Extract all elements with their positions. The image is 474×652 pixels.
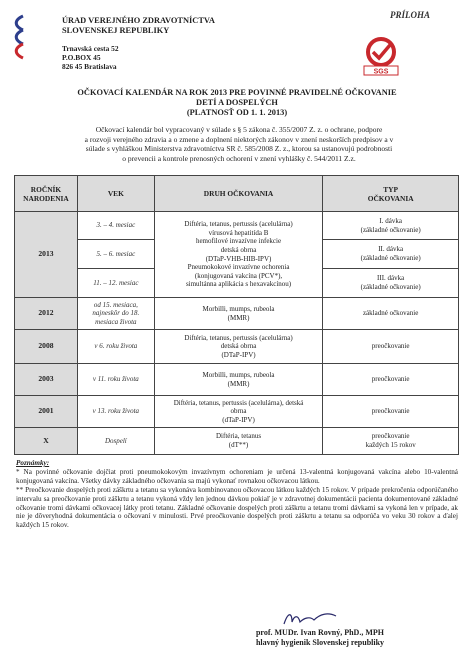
note-1: * Na povinné očkovanie dojčiat proti pneumokokovým invazívnym ochoreniam je určená 13-valentná konjugovaná vakcína alebo 10-valentná konjugovaná vakcína. Všetky dávky základného očkovania sa majú vykonať rovnakou očkovacou látkou. <box>16 467 458 485</box>
handwritten-signature <box>280 608 340 630</box>
institution-line-1: ÚRAD VEREJNÉHO ZDRAVOTNÍCTVA <box>62 16 215 25</box>
age-cell: v 11. roku života <box>77 364 154 396</box>
signatory-name: prof. MUDr. Ivan Rovný, PhD., MPH <box>255 628 384 637</box>
notes-section <box>16 459 458 530</box>
ministry-logo-icon <box>12 14 26 60</box>
age-cell: v 6. roku života <box>77 330 154 364</box>
document-title <box>20 88 454 119</box>
address-line-2: P.O.BOX 45 <box>62 53 101 63</box>
certification-logo-icon <box>358 36 404 76</box>
table-row <box>15 330 459 364</box>
type-cell: základné očkovanie <box>323 298 459 330</box>
type-cell: preočkovanie každých 15 rokov <box>323 428 459 455</box>
year-cell: 2013 <box>15 212 78 298</box>
age-cell: 11. – 12. mesiac <box>77 269 154 298</box>
annex-label: PRÍLOHA <box>389 10 430 20</box>
table-row <box>15 428 459 455</box>
age-cell: 5. – 6. mesiac <box>77 240 154 269</box>
header-vaccination-kind: DRUH OČKOVANIA <box>154 176 323 212</box>
institution-line-2: SLOVENSKEJ REPUBLIKY <box>62 26 170 35</box>
signatory-block <box>200 628 440 648</box>
notes-title: Poznámky: <box>16 459 50 467</box>
age-cell: v 13. roku života <box>77 396 154 428</box>
intro-line-2: a rozvoji verejného zdravia a o zmene a doplnení niektorých zákonov v znení neskorších predpisov a v <box>84 134 394 144</box>
type-cell: preočkovanie <box>323 364 459 396</box>
certification-logo-text: SGS <box>373 68 389 76</box>
title-line-3: (PLATNOSŤ OD 1. 1. 2013) <box>186 108 288 118</box>
header-vaccination-type: TYP OČKOVANIA <box>323 176 459 212</box>
title-line-2: DETÍ A DOSPELÝCH <box>196 98 278 108</box>
signatory-role: hlavný hygienik Slovenskej republiky <box>255 638 385 647</box>
vaccine-cell: Diftéria, tetanus, pertussis (acelulárna), detská obrna (dTaP-IPV) <box>154 396 323 428</box>
title-line-1: OČKOVACÍ KALENDÁR NA ROK 2013 PRE POVINNÉ PRAVIDELNÉ OČKOVANIE <box>77 88 397 97</box>
year-cell: 2012 <box>15 298 78 330</box>
type-cell: preočkovanie <box>323 330 459 364</box>
intro-paragraph <box>28 125 450 163</box>
table-row <box>15 396 459 428</box>
address-line-1: Trnavská cesta 52 <box>62 44 119 53</box>
vaccination-schedule-table <box>14 175 459 455</box>
institution-address <box>62 44 119 72</box>
age-cell: od 15. mesiaca, najneskôr do 18. mesiaca života <box>77 298 154 330</box>
vaccine-cell: Morbilli, mumps, rubeola (MMR) <box>154 298 323 330</box>
age-cell: Dospelí <box>77 428 154 455</box>
header-birth-year: ROČNÍK NARODENIA <box>15 176 78 212</box>
intro-line-4: o prevencii a kontrole prenosných ochorení v znení vyhlášky č. 544/2011 Z.z. <box>122 153 356 163</box>
year-cell: 2003 <box>15 364 78 396</box>
intro-line-1: Očkovací kalendár bol vypracovaný v súlade s § 5 zákona č. 355/2007 Z. z. o ochrane, podpore <box>95 125 383 134</box>
note-2: ** Preočkovanie dospelých proti záškrtu a tetanu sa vykonáva kombinovanou očkovacou látkou každých 15 rokov. V prípade prekročenia odporúčaného intervalu sa preočkovanie proti záškrtu a tetanu vykoná vždy len jednou dávkou pokiaľ je v zdravotnej dokumentácii pacienta dokumentované základné očkovanie tromi dávkami očkovacej látky proti tetanu. Základné očkovanie dospelých proti záškrtu a tetanu tromi dávkami sa vykoná len v prípade, ak nie je dôveryhodná dokumentácia o očkovaní v minulosti. Prvé preočkovanie dospelých proti záškrtu a tetanu sa odporúča vo veku 30 rokov a ďalej každých 15 rokov. <box>16 485 458 530</box>
type-cell: I. dávka (základné očkovanie) <box>323 212 459 240</box>
type-cell: preočkovanie <box>323 396 459 428</box>
table-header-row <box>15 176 459 212</box>
age-cell: 3. – 4. mesiac <box>77 212 154 240</box>
year-cell: X <box>15 428 78 455</box>
vaccine-cell: Diftéria, tetanus, pertussis (acelulárna) detská obrna (DTaP-IPV) <box>154 330 323 364</box>
year-cell: 2008 <box>15 330 78 364</box>
intro-line-3: súlade s vyhláškou Ministerstva zdravotníctva SR č. 585/2008 Z. z., ktorou sa ustanovujú podrobnosti <box>85 144 393 154</box>
type-cell: III. dávka (základné očkovanie) <box>323 269 459 298</box>
institution-name <box>62 16 215 36</box>
table-row <box>15 298 459 330</box>
year-cell: 2001 <box>15 396 78 428</box>
vaccine-cell: Morbilli, mumps, rubeola (MMR) <box>154 364 323 396</box>
address-line-3: 826 45 Bratislava <box>62 62 117 72</box>
header-age: VEK <box>77 176 154 212</box>
vaccine-cell: Diftéria, tetanus (dT**) <box>154 428 323 455</box>
table-row <box>15 364 459 396</box>
vaccine-cell: Diftéria, tetanus, pertussis (acelulárna) vírusová hepatitída B hemofilové invazívne infekcie detská obrna (DTaP-VHB-HIB-IPV) Pneumokokové invazívne ochorenia (konjugovaná vakcína (PCV*), simultánna aplikácia s hexavakcínou) <box>154 212 323 298</box>
type-cell: II. dávka (základné očkovanie) <box>323 240 459 269</box>
table-row <box>15 212 459 240</box>
